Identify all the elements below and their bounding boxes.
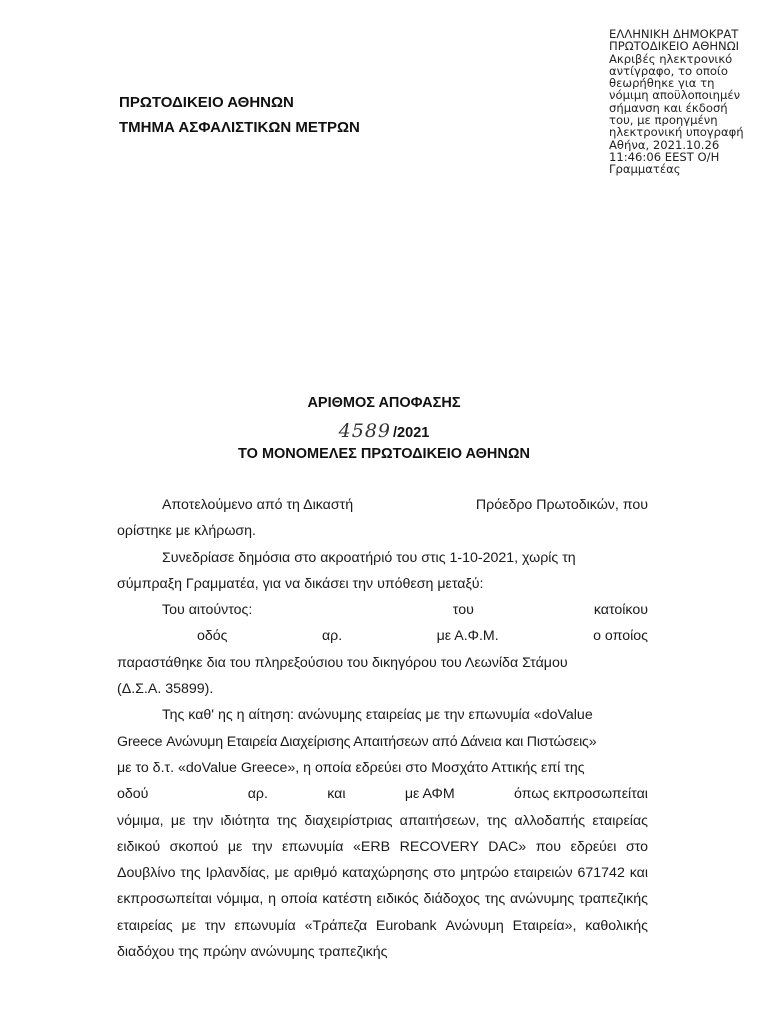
decision-year: /2021 xyxy=(393,425,430,441)
applicant-of: του xyxy=(452,602,474,619)
respondent-and-label: και xyxy=(327,786,346,803)
court-header xyxy=(119,90,360,140)
respondent-number-label: αρ. xyxy=(247,786,268,803)
stamp-line: θεωρήθηκε για τη xyxy=(609,77,715,90)
bar-number-line: (Δ.Σ.Α. 35899). xyxy=(117,681,214,698)
court-name: ΤΟ ΜΟΝΟΜΕΛΕΣ ΠΡΩΤΟΔΙΚΕΙΟ ΑΘΗΝΩΝ xyxy=(238,446,530,462)
decision-body xyxy=(117,492,648,965)
tax-id-label: με Α.Φ.Μ. xyxy=(436,628,499,645)
respondent-line: Της καθ' ης η αίτηση: ανώνυμης εταιρείας με την επωνυμία «doValue xyxy=(162,707,593,724)
applicant-label: Του αιτούντος: xyxy=(162,602,253,619)
composition-text: Αποτελούμενο από τη Δικαστή xyxy=(162,497,354,513)
number-label: αρ. xyxy=(321,628,343,645)
department-heading: ΤΜΗΜΑ ΑΣΦΑΛΙΣΤΙΚΩΝ ΜΕΤΡΩΝ xyxy=(119,119,360,136)
session-continuation: σύμπραξη Γραμματέα, για να δικάσει την υπόθεση μεταξύ: xyxy=(117,575,484,592)
applicant-resident: κατοίκου xyxy=(593,602,648,619)
respondent-represented-label: όπως εκπροσωπείται xyxy=(513,786,648,803)
stamp-line: ΕΛΛΗΝΙΚΗ ΔΗΜΟΚΡΑΤ xyxy=(609,28,739,41)
stamp-line: αντίγραφο, το οποίο xyxy=(609,64,728,78)
court-heading: ΠΡΩΤΟΔΙΚΕΙΟ ΑΘΗΝΩΝ xyxy=(119,94,294,111)
who-label: ο οποίος xyxy=(593,628,648,645)
stamp-line: ηλεκτρονική υπογραφή xyxy=(609,126,744,139)
composition-role: Πρόεδρο Πρωτοδικών, που xyxy=(475,497,648,513)
respondent-brand-line: με το δ.τ. «doValue Greece», η οποία εδρεύει στο Μοσχάτο Αττικής επί της xyxy=(117,759,585,776)
electronic-copy-stamp xyxy=(609,28,768,176)
stamp-line: νόμιμη αποϋλοποιημέν xyxy=(609,89,741,102)
respondent-address-line xyxy=(117,781,648,807)
stamp-line: ΠΡΩΤΟΔΙΚΕΙΟ ΑΘΗΝΩΙ xyxy=(609,40,740,53)
representation-line: παραστάθηκε δια του πληρεξούσιου του δικηγόρου του Λεωνίδα Στάμου xyxy=(117,654,568,671)
decision-title: ΑΡΙΘΜΟΣ ΑΠΟΦΑΣΗΣ xyxy=(307,395,461,411)
respondent-details: νόμιμα, με την ιδιότητα της διαχειρίστριας απαιτήσεων, της αλλοδαπής εταιρείας ειδικού σκοπού με την επωνυμία «ERB RECOVERY DAC» που εδρεύει στο Δουβλίνο της Ιρλανδίας, με αριθμό καταχώρησης στο μητρώο εταιρειών 671742 και εκπροσωπείται νόμιμα, η οποία κατέστη ειδικός διάδοχος της ανώνυμης τραπεζικής εταιρείας με την επωνυμία «Τράπεζα Eurobank Ανώνυμη Εταιρεία», καθολικής διαδόχου της πρώην ανώνυμης τραπεζικής xyxy=(117,812,648,961)
stamp-line: του, με προηγμένη xyxy=(609,114,718,127)
stamp-line: Αθήνα, 2021.10.26 xyxy=(609,138,720,151)
respondent-street-label: οδού xyxy=(117,786,149,803)
respondent-tax-id-label: με ΑΦΜ xyxy=(404,786,455,803)
street-label: οδός xyxy=(197,628,228,645)
handwritten-decision-number: 4589 xyxy=(338,420,392,442)
stamp-line: σήμανση και έκδοσή xyxy=(609,101,728,115)
applicant-line xyxy=(117,597,648,623)
stamp-line: Γραμματέας xyxy=(609,163,681,176)
session-line: Συνεδρίασε δημόσια στο ακροατήριό του στις 1-10-2021, χωρίς τη xyxy=(162,549,576,566)
composition-line xyxy=(117,492,648,518)
stamp-line: Ακριβές ηλεκτρονικό xyxy=(609,52,733,65)
decision-number-row xyxy=(0,420,768,442)
composition-continuation: ορίστηκε με κλήρωση. xyxy=(117,523,256,540)
stamp-line: 11:46:06 EEST Ο/Η xyxy=(609,150,720,164)
applicant-address-line xyxy=(117,623,648,649)
respondent-name-line: Greece Ανώνυμη Εταιρεία Διαχείρισης Απαιτήσεων από Δάνεια και Πιστώσεις» xyxy=(117,733,597,750)
